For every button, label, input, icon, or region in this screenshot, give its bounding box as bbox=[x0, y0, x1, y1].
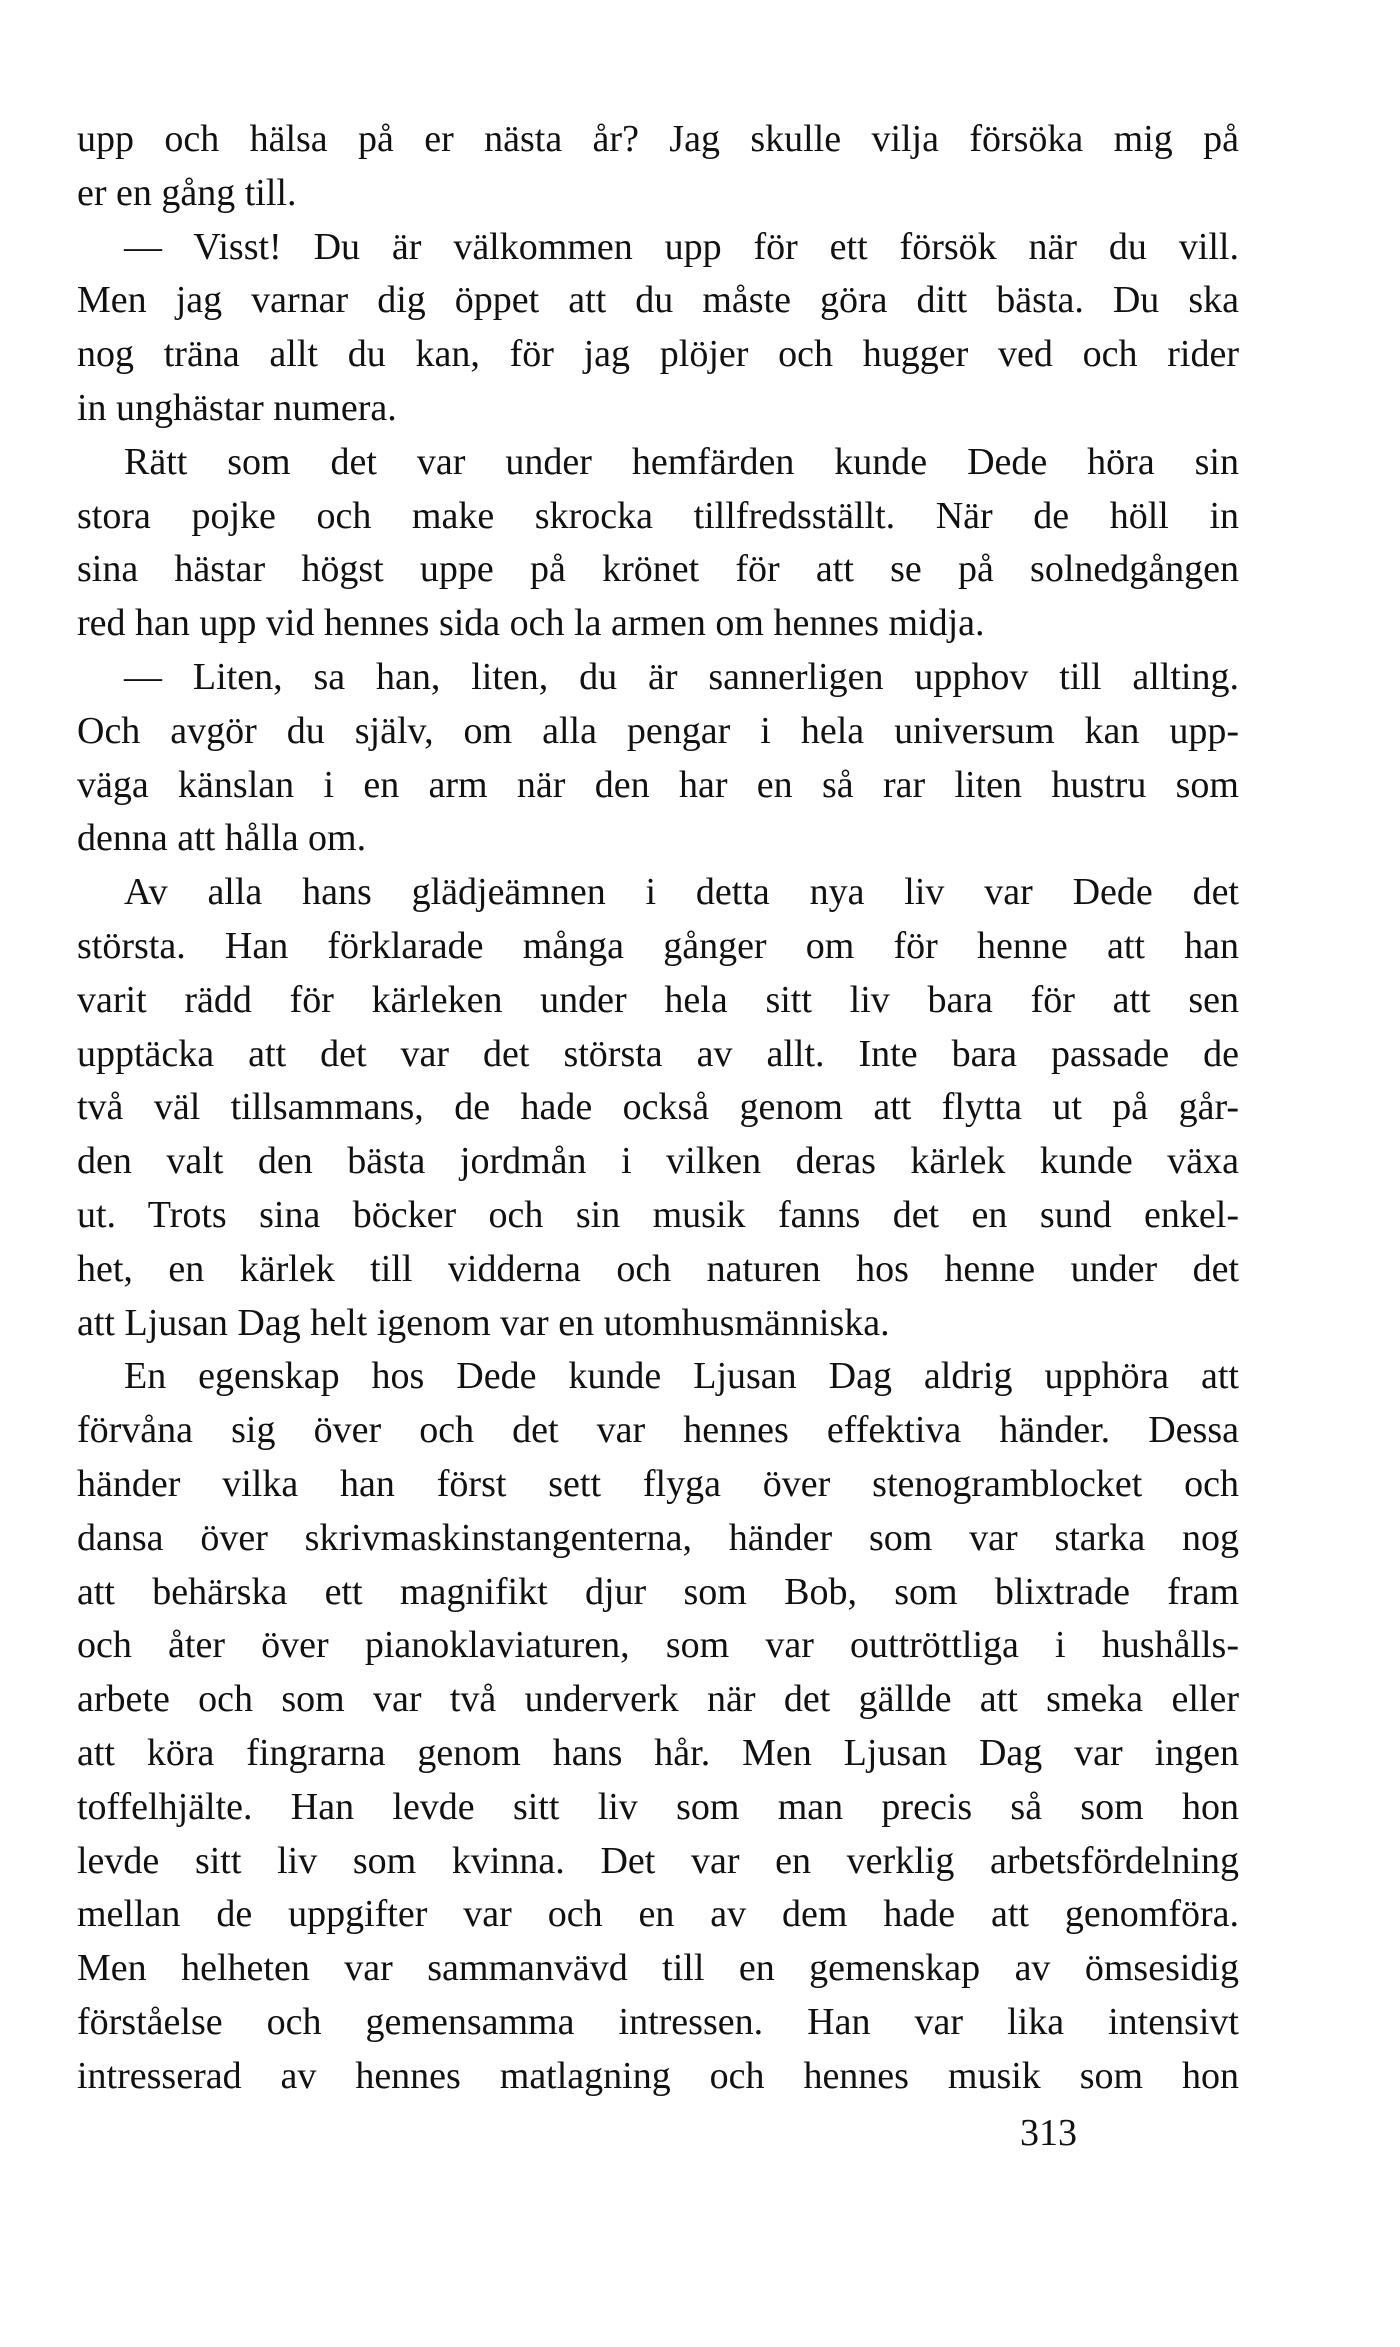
text-line: Av alla hans glädjeämnen i detta nya liv var Dede det bbox=[124, 871, 1239, 914]
text-line: in unghästar numera. bbox=[77, 386, 397, 429]
text-line: En egenskap hos Dede kunde Ljusan Dag aldrig upphöra att bbox=[124, 1355, 1239, 1398]
text-line: mellan de uppgifter var och en av dem hade att genomföra. bbox=[77, 1893, 1239, 1936]
text-line: levde sitt liv som kvinna. Det var en verklig arbetsfördelning bbox=[77, 1839, 1239, 1882]
text-line: arbete och som var två underverk när det gällde att smeka eller bbox=[77, 1678, 1239, 1721]
text-line: ut. Trots sina böcker och sin musik fanns det en sund enkel- bbox=[77, 1193, 1239, 1236]
text-line: denna att hålla om. bbox=[77, 817, 367, 860]
text-line: er en gång till. bbox=[77, 171, 297, 214]
body-text bbox=[77, 113, 1239, 2103]
text-line: varit rädd för kärleken under hela sitt liv bara för att sen bbox=[77, 978, 1239, 1021]
text-line: Och avgör du själv, om alla pengar i hela universum kan upp- bbox=[77, 709, 1239, 752]
text-line: att Ljusan Dag helt igenom var en utomhusmänniska. bbox=[77, 1301, 890, 1344]
text-line: — Visst! Du är välkommen upp för ett försök när du vill. bbox=[124, 225, 1239, 268]
text-line: toffelhjälte. Han levde sitt liv som man precis så som hon bbox=[77, 1785, 1239, 1828]
text-line: och åter över pianoklaviaturen, som var outtröttliga i hushålls- bbox=[77, 1624, 1239, 1667]
text-line: händer vilka han först sett flyga över stenogramblocket och bbox=[77, 1462, 1239, 1505]
text-line: Men jag varnar dig öppet att du måste göra ditt bästa. Du ska bbox=[77, 279, 1239, 322]
text-line: väga känslan i en arm när den har en så rar liten hustru som bbox=[77, 763, 1239, 806]
text-line: upp och hälsa på er nästa år? Jag skulle vilja försöka mig på bbox=[77, 118, 1239, 160]
text-line: het, en kärlek till vidderna och naturen hos henne under det bbox=[77, 1247, 1239, 1290]
text-line: sina hästar högst uppe på krönet för att se på solnedgången bbox=[77, 548, 1239, 591]
text-line: två väl tillsammans, de hade också genom att flytta ut på går- bbox=[77, 1086, 1239, 1129]
text-line: intresserad av hennes matlagning och hennes musik som hon bbox=[77, 2054, 1239, 2097]
page-number: 313 bbox=[1020, 2112, 1077, 2154]
text-line: dansa över skrivmaskinstangenterna, händer som var starka nog bbox=[77, 1516, 1239, 1559]
text-line: nog träna allt du kan, för jag plöjer och hugger ved och rider bbox=[77, 333, 1239, 376]
text-line: upptäcka att det var det största av allt. Inte bara passade de bbox=[77, 1032, 1239, 1075]
text-line: stora pojke och make skrocka tillfredsställt. När de höll in bbox=[77, 494, 1239, 537]
text-line: Men helheten var sammanvävd till en gemenskap av ömsesidig bbox=[77, 1947, 1239, 1990]
text-line: förståelse och gemensamma intressen. Han var lika intensivt bbox=[77, 2000, 1239, 2043]
text-line: att behärska ett magnifikt djur som Bob, som blixtrade fram bbox=[77, 1570, 1239, 1613]
text-line: att köra fingrarna genom hans hår. Men Ljusan Dag var ingen bbox=[77, 1731, 1239, 1774]
text-line: den valt den bästa jordmån i vilken deras kärlek kunde växa bbox=[77, 1140, 1239, 1183]
text-line: förvåna sig över och det var hennes effektiva händer. Dessa bbox=[77, 1409, 1239, 1452]
text-line: red han upp vid hennes sida och la armen om hennes midja. bbox=[77, 602, 985, 645]
text-line: — Liten, sa han, liten, du är sannerligen upphov till allting. bbox=[124, 655, 1239, 698]
text-line: största. Han förklarade många gånger om för henne att han bbox=[77, 924, 1239, 967]
text-line: Rätt som det var under hemfärden kunde Dede höra sin bbox=[124, 440, 1239, 483]
